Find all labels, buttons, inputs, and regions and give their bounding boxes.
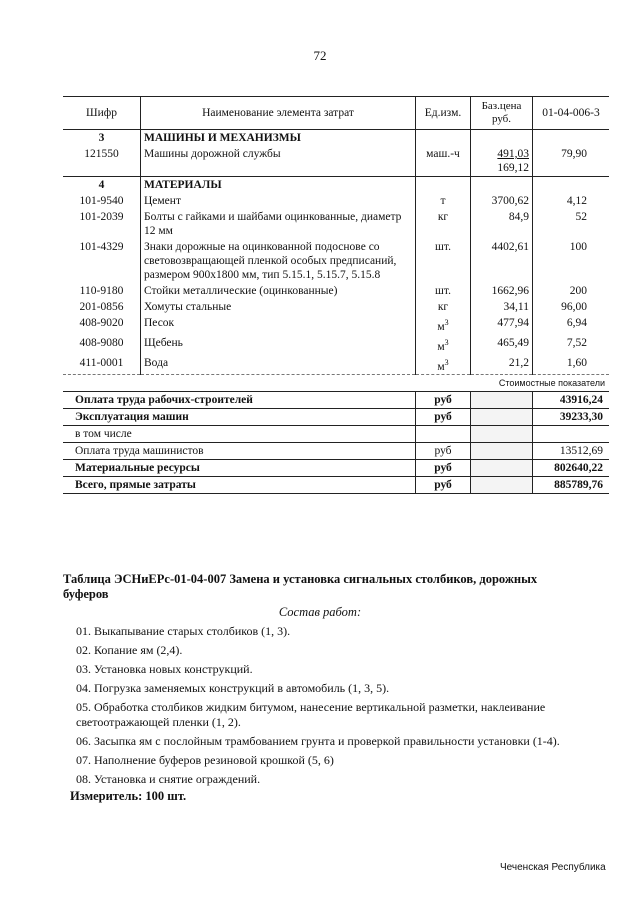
row-unit bbox=[416, 355, 471, 375]
section-title: Таблица ЭСНиЕРс-01-04-007 Замена и установка сигнальных столбиков, дорожных буферов bbox=[63, 572, 538, 601]
table-row bbox=[63, 315, 609, 335]
price-value: 465,49 bbox=[497, 336, 529, 349]
totals-label: Всего, прямые затраты bbox=[63, 477, 416, 494]
footer: Чеченская Республика bbox=[500, 862, 606, 873]
cost-table bbox=[63, 96, 609, 494]
row-unit bbox=[416, 299, 471, 315]
row-name: Стойки металлические (оцинкованные) bbox=[141, 283, 416, 299]
price-value: 84,9 bbox=[508, 211, 529, 223]
section-header-row bbox=[63, 130, 609, 147]
unit-text: кг bbox=[437, 211, 449, 223]
row-price bbox=[471, 355, 533, 375]
totals-value: 43916,24 bbox=[533, 392, 610, 409]
works-list bbox=[76, 624, 616, 791]
header-code: Шифр bbox=[63, 97, 141, 130]
work-item: 08. Установка и снятие ограждений. bbox=[76, 772, 261, 786]
totals-unit: руб bbox=[416, 460, 471, 477]
empty-cell bbox=[471, 426, 533, 443]
row-name: Цемент bbox=[141, 193, 416, 209]
totals-row bbox=[63, 392, 609, 409]
totals-value: 802640,22 bbox=[533, 460, 610, 477]
totals-label: Материальные ресурсы bbox=[63, 460, 416, 477]
row-unit bbox=[416, 209, 471, 239]
row-unit bbox=[416, 146, 471, 177]
row-value: 96,00 bbox=[561, 301, 587, 313]
row-code: 110-9180 bbox=[63, 283, 141, 299]
row-name: Машины дорожной службы bbox=[141, 146, 416, 177]
empty-cell bbox=[533, 130, 610, 147]
row-value: 100 bbox=[569, 241, 587, 253]
totals-label: Оплата труда машинистов bbox=[63, 443, 416, 460]
row-unit bbox=[416, 315, 471, 335]
price-value: 4402,61 bbox=[491, 241, 529, 253]
unit-text: кг bbox=[437, 301, 449, 313]
totals-value: 885789,76 bbox=[533, 477, 610, 494]
section-header-row bbox=[63, 177, 609, 194]
measurer: Измеритель: 100 шт. bbox=[70, 789, 187, 803]
header-price: Баз.цена руб. bbox=[471, 97, 533, 130]
row-value: 4,12 bbox=[566, 195, 587, 207]
work-item: 04. Погрузка заменяемых конструкций в автомобиль (1, 3, 5). bbox=[76, 681, 390, 695]
price-value: 3700,62 bbox=[491, 195, 529, 207]
row-name: Хомуты стальные bbox=[141, 299, 416, 315]
table-row bbox=[63, 209, 609, 239]
row-code: 101-9540 bbox=[63, 193, 141, 209]
row-value: 6,94 bbox=[566, 317, 587, 329]
totals-unit: руб bbox=[416, 409, 471, 426]
row-price bbox=[471, 239, 533, 283]
empty-cell bbox=[416, 177, 471, 194]
row-price bbox=[471, 209, 533, 239]
price-value: 34,11 bbox=[503, 301, 529, 313]
totals-row bbox=[63, 460, 609, 477]
row-price bbox=[471, 193, 533, 209]
row-code: 101-4329 bbox=[63, 239, 141, 283]
row-code: 121550 bbox=[63, 146, 141, 177]
totals-value bbox=[533, 426, 610, 443]
totals-label: в том числе bbox=[63, 426, 416, 443]
totals-row bbox=[63, 426, 609, 443]
row-name: Болты с гайками и шайбами оцинкованные, диаметр 12 мм bbox=[141, 209, 416, 239]
row-price bbox=[471, 335, 533, 355]
row-name: Вода bbox=[141, 355, 416, 375]
unit-superscript: 3 bbox=[444, 337, 449, 347]
unit-superscript: 3 bbox=[444, 318, 449, 327]
table-row bbox=[63, 335, 609, 355]
row-unit bbox=[416, 283, 471, 299]
totals-label: Эксплуатация машин bbox=[63, 409, 416, 426]
unit-text: м bbox=[437, 360, 445, 373]
row-code: 201-0856 bbox=[63, 299, 141, 315]
totals-label: Оплата труда рабочих-строителей bbox=[63, 392, 416, 409]
totals-unit: руб bbox=[416, 392, 471, 409]
empty-cell bbox=[471, 130, 533, 147]
composition-title: Состав работ: bbox=[278, 605, 362, 619]
empty-cell bbox=[471, 460, 533, 477]
row-unit bbox=[416, 335, 471, 355]
header-name: Наименование элемента затрат bbox=[141, 97, 416, 130]
row-name: Щебень bbox=[141, 335, 416, 355]
unit-text: маш.-ч bbox=[426, 148, 460, 160]
table-row bbox=[63, 283, 609, 299]
work-item: 07. Наполнение буферов резиновой крошкой (5, 6) bbox=[76, 753, 334, 767]
totals-value: 39233,30 bbox=[533, 409, 610, 426]
row-unit bbox=[416, 193, 471, 209]
header-norm: 01-04-006-3 bbox=[533, 97, 610, 130]
row-value: 52 bbox=[575, 211, 587, 223]
row-name: Знаки дорожные на оцинкованной подосновe со световозвращающей пленкой особых предписаний, размером 900х1800 мм, тип 5.15.1, 5.15.7, 5.15.8 bbox=[141, 239, 416, 283]
table-row bbox=[63, 355, 609, 375]
price-value-secondary: 169,12 bbox=[497, 162, 529, 174]
unit-text: шт. bbox=[435, 241, 451, 253]
empty-cell bbox=[471, 409, 533, 426]
header-unit: Ед.изм. bbox=[416, 97, 471, 130]
row-value: 200 bbox=[569, 285, 587, 297]
totals-unit: руб bbox=[416, 477, 471, 494]
section-title-cell: МАТЕРИАЛЫ bbox=[141, 177, 416, 194]
table-row bbox=[63, 193, 609, 209]
work-item: 06. Засыпка ям с послойным трамбованием грунта и проверкой правильности установки (1-4). bbox=[76, 734, 560, 748]
empty-cell bbox=[533, 177, 610, 194]
row-value: 1,60 bbox=[566, 356, 587, 369]
row-code: 101-2039 bbox=[63, 209, 141, 239]
empty-cell bbox=[416, 130, 471, 147]
row-price bbox=[471, 283, 533, 299]
unit-text: шт. bbox=[435, 285, 451, 297]
unit-text: т bbox=[440, 195, 446, 207]
price-value: 491,03 bbox=[497, 148, 529, 160]
unit-text: м bbox=[437, 340, 445, 353]
row-price bbox=[471, 315, 533, 335]
work-item: 01. Выкапывание старых столбиков (1, 3). bbox=[76, 624, 291, 638]
empty-cell bbox=[471, 392, 533, 409]
price-value: 21,2 bbox=[508, 356, 529, 369]
totals-row bbox=[63, 409, 609, 426]
section-title-cell: МАШИНЫ И МЕХАНИЗМЫ bbox=[141, 130, 416, 147]
section-number: 3 bbox=[63, 130, 141, 147]
work-item: 03. Установка новых конструкций. bbox=[76, 662, 253, 676]
row-code: 408-9020 bbox=[63, 315, 141, 335]
cost-indicators-label: Стоимостные показатели bbox=[63, 375, 609, 392]
table-row bbox=[63, 239, 609, 283]
table-row bbox=[63, 146, 609, 177]
price-value: 1662,96 bbox=[491, 285, 529, 297]
totals-unit bbox=[416, 426, 471, 443]
row-code: 408-9080 bbox=[63, 335, 141, 355]
table-header-row bbox=[63, 97, 609, 130]
row-price bbox=[471, 146, 533, 177]
empty-cell bbox=[471, 477, 533, 494]
empty-cell bbox=[471, 443, 533, 460]
totals-row bbox=[63, 477, 609, 494]
totals-value: 13512,69 bbox=[533, 443, 610, 460]
table-row bbox=[63, 299, 609, 315]
section-number: 4 bbox=[63, 177, 141, 194]
row-value: 79,90 bbox=[561, 148, 587, 160]
totals-unit: руб bbox=[416, 443, 471, 460]
row-name: Песок bbox=[141, 315, 416, 335]
row-code: 411-0001 bbox=[63, 355, 141, 375]
unit-text: м bbox=[437, 320, 445, 333]
row-value: 7,52 bbox=[566, 336, 587, 349]
work-item: 05. Обработка столбиков жидким битумом, нанесение вертикальной разметки, наклеивание светоотражающей пленки (1, 2). bbox=[76, 700, 546, 729]
price-value: 477,94 bbox=[497, 317, 529, 329]
empty-cell bbox=[471, 177, 533, 194]
unit-superscript: 3 bbox=[444, 357, 449, 367]
row-price bbox=[471, 299, 533, 315]
work-item: 02. Копание ям (2,4). bbox=[76, 643, 183, 657]
cost-indicators-row bbox=[63, 375, 609, 392]
page-number: 72 bbox=[313, 48, 327, 63]
row-unit bbox=[416, 239, 471, 283]
totals-row bbox=[63, 443, 609, 460]
